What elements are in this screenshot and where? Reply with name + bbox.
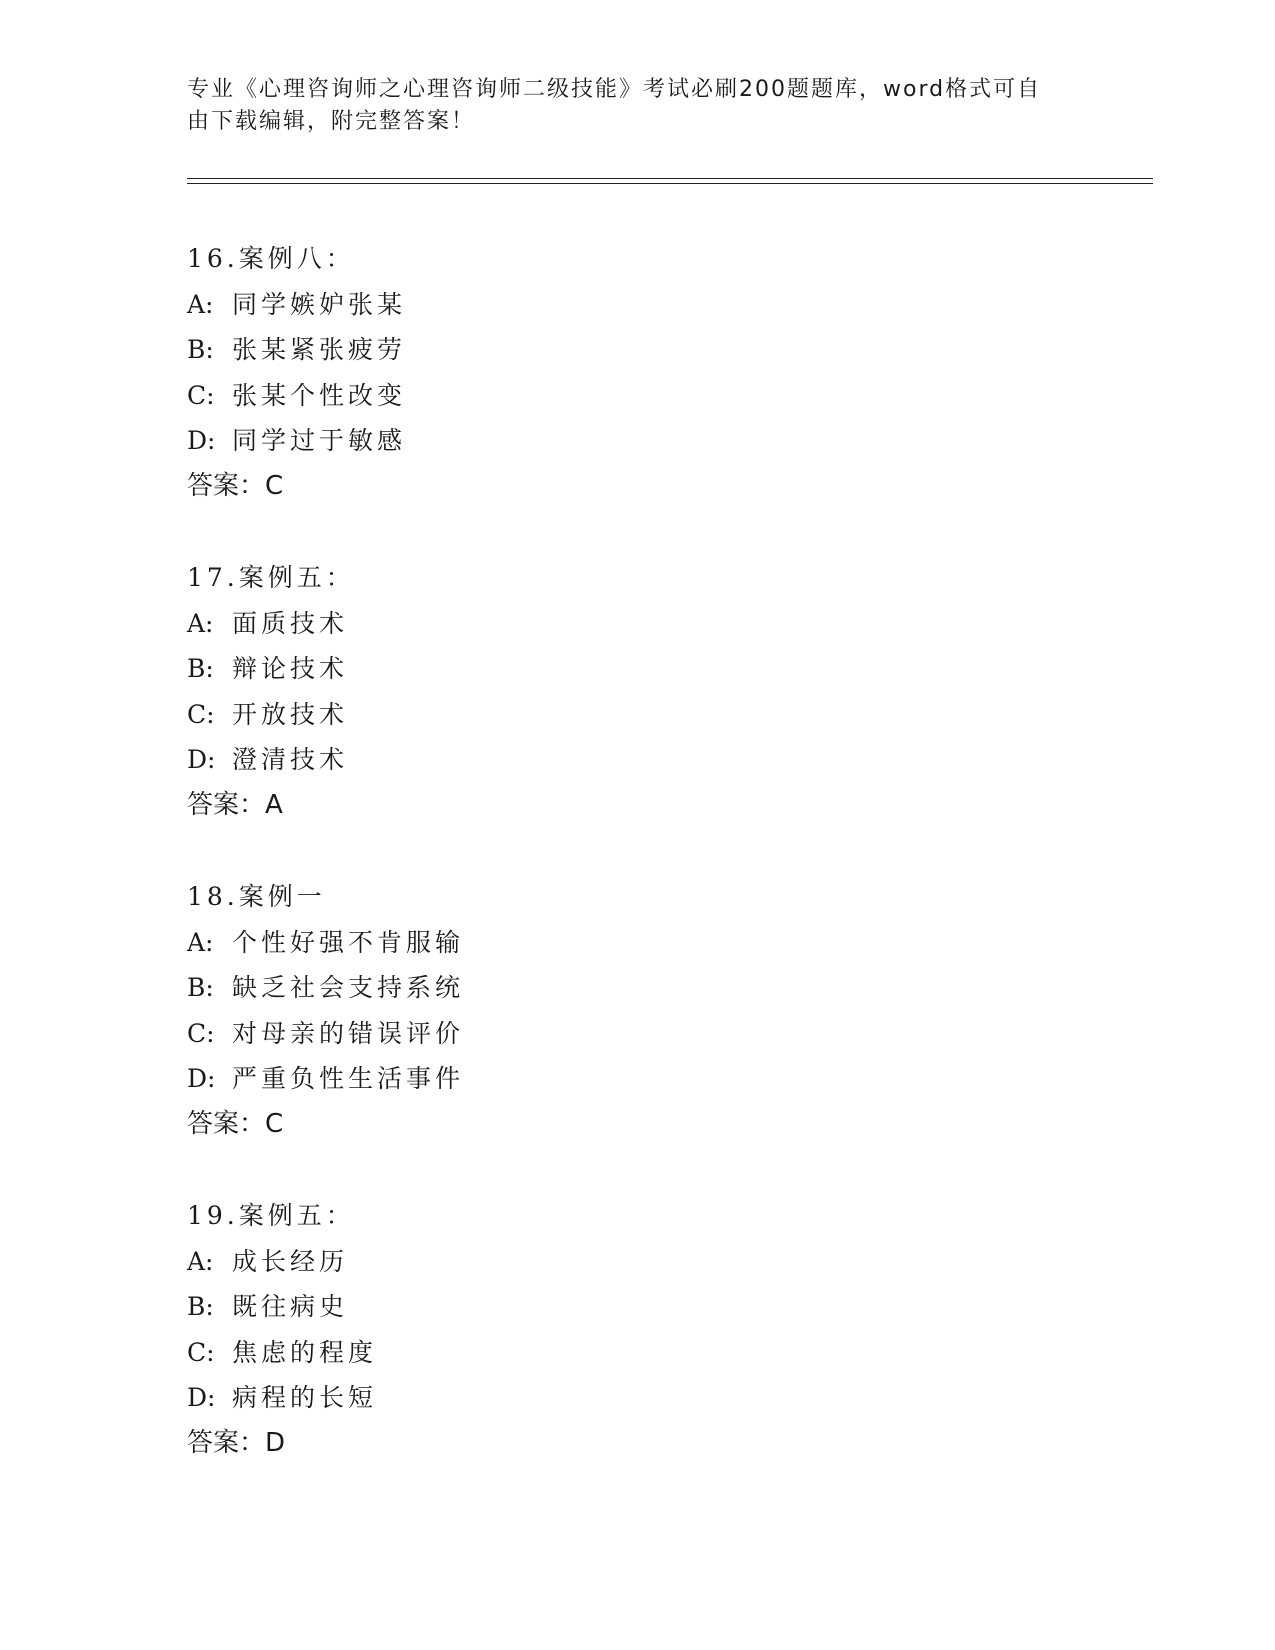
option-text: 严重负性生活事件 xyxy=(232,1064,465,1093)
option-text: 澄清技术 xyxy=(232,745,349,774)
option-letter: D: xyxy=(187,745,216,774)
option-letter: A: xyxy=(187,289,214,319)
option-letter: C: xyxy=(187,699,215,729)
option-letter: B: xyxy=(187,973,214,1002)
question-title: 19.案例五： xyxy=(187,1201,355,1230)
option-text: 成长经历 xyxy=(232,1246,349,1276)
question-17 xyxy=(187,555,1087,828)
option-text: 焦虑的程度 xyxy=(232,1337,378,1367)
option-a xyxy=(187,920,1087,966)
option-b xyxy=(187,646,1087,692)
option-text: 张某紧张疲劳 xyxy=(232,335,407,364)
option-letter: D: xyxy=(187,426,216,455)
option-c xyxy=(187,373,1087,419)
header-divider-top xyxy=(187,178,1153,179)
option-letter: A: xyxy=(187,1246,214,1276)
header-divider-bottom xyxy=(187,183,1153,184)
option-letter: A: xyxy=(187,608,214,638)
option-letter: B: xyxy=(187,1292,214,1321)
header-line-1: 专业《心理咨询师之心理咨询师二级技能》考试必刷200题题库，word格式可自 xyxy=(187,77,1042,102)
option-letter: C: xyxy=(187,380,215,410)
option-text: 对母亲的错误评价 xyxy=(232,1018,465,1048)
option-d xyxy=(187,1056,1087,1102)
option-letter: C: xyxy=(187,1018,215,1048)
option-text: 辩论技术 xyxy=(232,654,349,683)
option-a xyxy=(187,601,1087,647)
option-b xyxy=(187,965,1087,1011)
question-16 xyxy=(187,236,1087,509)
question-19 xyxy=(187,1193,1087,1466)
option-c xyxy=(187,692,1087,738)
answer-line: 答案：A xyxy=(187,789,283,820)
option-b xyxy=(187,1284,1087,1330)
document-header xyxy=(187,74,1067,138)
option-d xyxy=(187,737,1087,783)
option-text: 病程的长短 xyxy=(232,1383,378,1412)
option-letter: D: xyxy=(187,1064,216,1093)
option-c xyxy=(187,1011,1087,1057)
question-title: 18.案例一 xyxy=(187,882,326,911)
question-title: 17.案例五： xyxy=(187,563,355,592)
option-text: 开放技术 xyxy=(232,699,349,729)
option-letter: C: xyxy=(187,1337,215,1367)
question-18 xyxy=(187,874,1087,1147)
option-text: 面质技术 xyxy=(232,608,349,638)
option-c xyxy=(187,1330,1087,1376)
option-d xyxy=(187,418,1087,464)
answer-line: 答案：C xyxy=(187,470,284,501)
answer-line: 答案：C xyxy=(187,1108,284,1139)
option-a xyxy=(187,1239,1087,1285)
option-text: 缺乏社会支持系统 xyxy=(232,973,465,1002)
option-text: 同学嫉妒张某 xyxy=(232,289,407,319)
question-title: 16.案例八： xyxy=(187,244,355,273)
answer-line: 答案：D xyxy=(187,1427,286,1458)
header-line-2: 由下载编辑，附完整答案！ xyxy=(187,109,476,134)
option-text: 既往病史 xyxy=(232,1292,349,1321)
option-b xyxy=(187,327,1087,373)
option-d xyxy=(187,1375,1087,1421)
option-letter: B: xyxy=(187,654,214,683)
option-letter: A: xyxy=(187,927,214,957)
option-letter: D: xyxy=(187,1383,216,1412)
option-text: 个性好强不肯服输 xyxy=(232,927,465,957)
option-text: 同学过于敏感 xyxy=(232,426,407,455)
option-letter: B: xyxy=(187,335,214,364)
option-text: 张某个性改变 xyxy=(232,380,407,410)
option-a xyxy=(187,282,1087,328)
question-list xyxy=(187,236,1087,1512)
